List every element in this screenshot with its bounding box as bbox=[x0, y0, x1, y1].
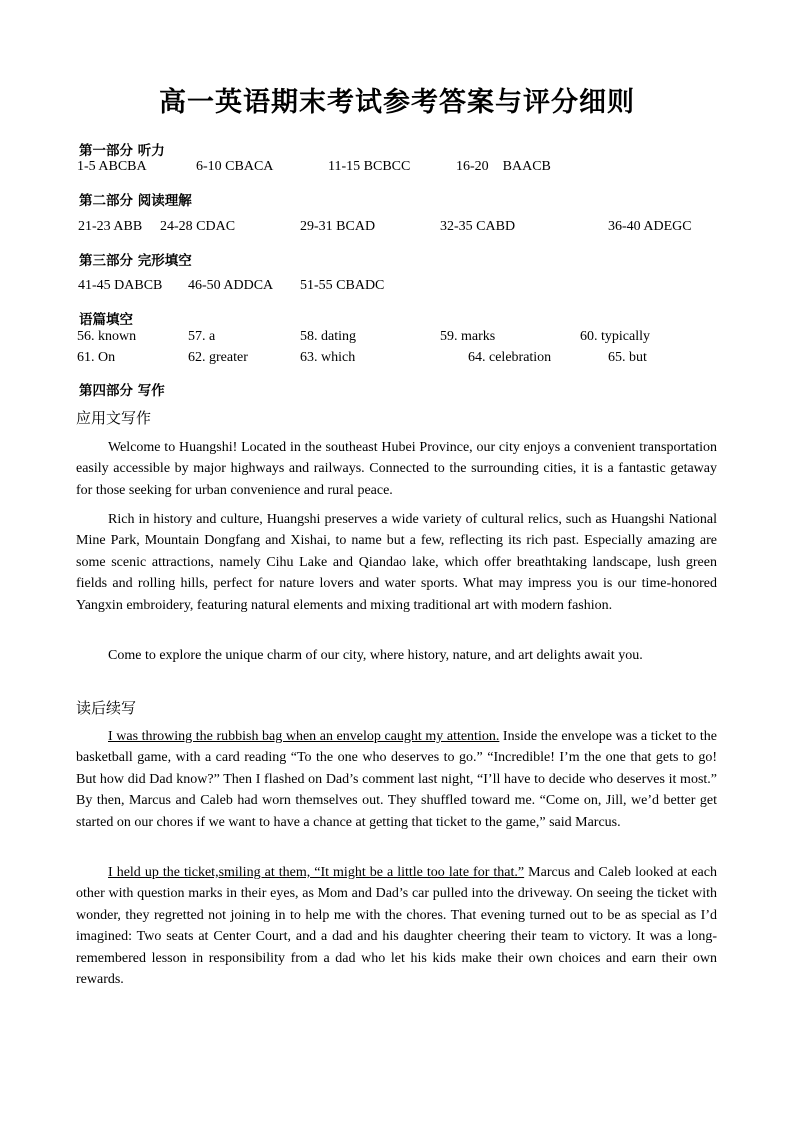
grammar-answer: 58. dating bbox=[300, 329, 356, 344]
answer-group: 29-31 BCAD bbox=[300, 219, 376, 234]
grammar-answer: 56. known bbox=[77, 329, 137, 344]
practical-writing-heading: 应用文写作 bbox=[76, 409, 152, 427]
paragraph-text: Come to explore the unique charm of our city, where history, nature, and art delights await you. bbox=[108, 648, 643, 663]
answer-group: 6-10 CBACA bbox=[196, 159, 274, 174]
answer-group: 16-20 BAACB bbox=[456, 159, 551, 174]
practical-paragraph-3 bbox=[76, 645, 717, 666]
paragraph-text: Inside the envelope was a ticket to the basketball game, with a card reading “To the one who deserves to go.” “Incredible! I’m the one that gets to go! But how did Dad know?” Then I flashed on Dad’s comment last night, “I’ll have to decide who deserves it most.” By then, Marcus and Caleb had worn themselves out. They shuffled toward me. “Come on, Jill, we’d better get started on our chores if we want to have a chance at getting that ticket to the game,” said Marcus. bbox=[76, 729, 717, 830]
grammar-answer: 60. typically bbox=[580, 329, 650, 344]
answer-group: 41-45 DABCB bbox=[78, 278, 163, 293]
answer-group: 11-15 BCBCC bbox=[328, 159, 411, 174]
grammar-answer: 57. a bbox=[188, 329, 216, 344]
paragraph-text: Marcus and Caleb looked at each other with question marks in their eyes, as Mom and Dad’s car pulled into the driveway. On seeing the ticket with wonder, they regretted not joining in to help me with the chores. That evening turned out to be as special as I’d imagined: Two seats at Center Court, and a dad and his daughter cheering their team to victory. It was a long-remembered lesson in responsibility from a dad who let his kids make their own choices and earn their own rewards. bbox=[76, 865, 717, 988]
grammar-answer: 65. but bbox=[608, 350, 647, 365]
grammar-answer: 61. On bbox=[77, 350, 116, 365]
answer-group: 46-50 ADDCA bbox=[188, 278, 274, 293]
grammar-answer: 64. celebration bbox=[468, 350, 552, 365]
practical-paragraph-2 bbox=[76, 509, 717, 616]
answer-group: 24-28 CDAC bbox=[160, 219, 236, 234]
opening-sentence: I held up the ticket,smiling at them, “It might be a little too late for that.” bbox=[108, 865, 525, 880]
continuation-paragraph-1 bbox=[76, 726, 717, 833]
answer-group: 51-55 CBADC bbox=[300, 278, 385, 293]
practical-paragraph-1 bbox=[76, 437, 717, 501]
answer-group: 21-23 ABB bbox=[78, 219, 143, 234]
paragraph-text: Rich in history and culture, Huangshi preserves a wide variety of cultural relics, such as Huangshi National Mine Park, Mountain Dongfang and Xishai, to name but a few, reflecting its rich past. Especially amazing are some scenic attractions, namely Cihu Lake and Qiandao lake, which offer breathtaking landscape, lush green fields and rolling hills, perfect for nature lovers and water sports. What may impress you is our time-honored Yangxin embroidery, featuring natural elements and mixing traditional art with modern fashion. bbox=[76, 512, 717, 613]
paragraph-text: Welcome to Huangshi! Located in the southeast Hubei Province, our city enjoys a convenient transportation easily accessible by major highways and railways. Connected to the surrounding cities, it is a fantastic getaway for those seeking for urban convenience and rural peace. bbox=[76, 440, 717, 498]
part1-heading: 第一部分 听力 bbox=[79, 143, 165, 159]
grammar-heading: 语篇填空 bbox=[79, 312, 133, 328]
continuation-paragraph-2 bbox=[76, 862, 717, 990]
opening-sentence: I was throwing the rubbish bag when an envelop caught my attention. bbox=[108, 729, 500, 744]
part4-heading: 第四部分 写作 bbox=[79, 383, 165, 399]
part3-heading: 第三部分 完形填空 bbox=[79, 253, 192, 269]
page-title: 高一英语期末考试参考答案与评分细则 bbox=[159, 87, 635, 118]
continuation-writing-heading: 读后续写 bbox=[76, 699, 137, 717]
grammar-answer: 62. greater bbox=[188, 350, 248, 365]
part2-heading: 第二部分 阅读理解 bbox=[79, 193, 192, 209]
answer-group: 32-35 CABD bbox=[440, 219, 516, 234]
grammar-answer: 59. marks bbox=[440, 329, 496, 344]
grammar-answer: 63. which bbox=[300, 350, 356, 365]
answer-group: 36-40 ADEGC bbox=[608, 219, 692, 234]
answer-group: 1-5 ABCBA bbox=[77, 159, 147, 174]
